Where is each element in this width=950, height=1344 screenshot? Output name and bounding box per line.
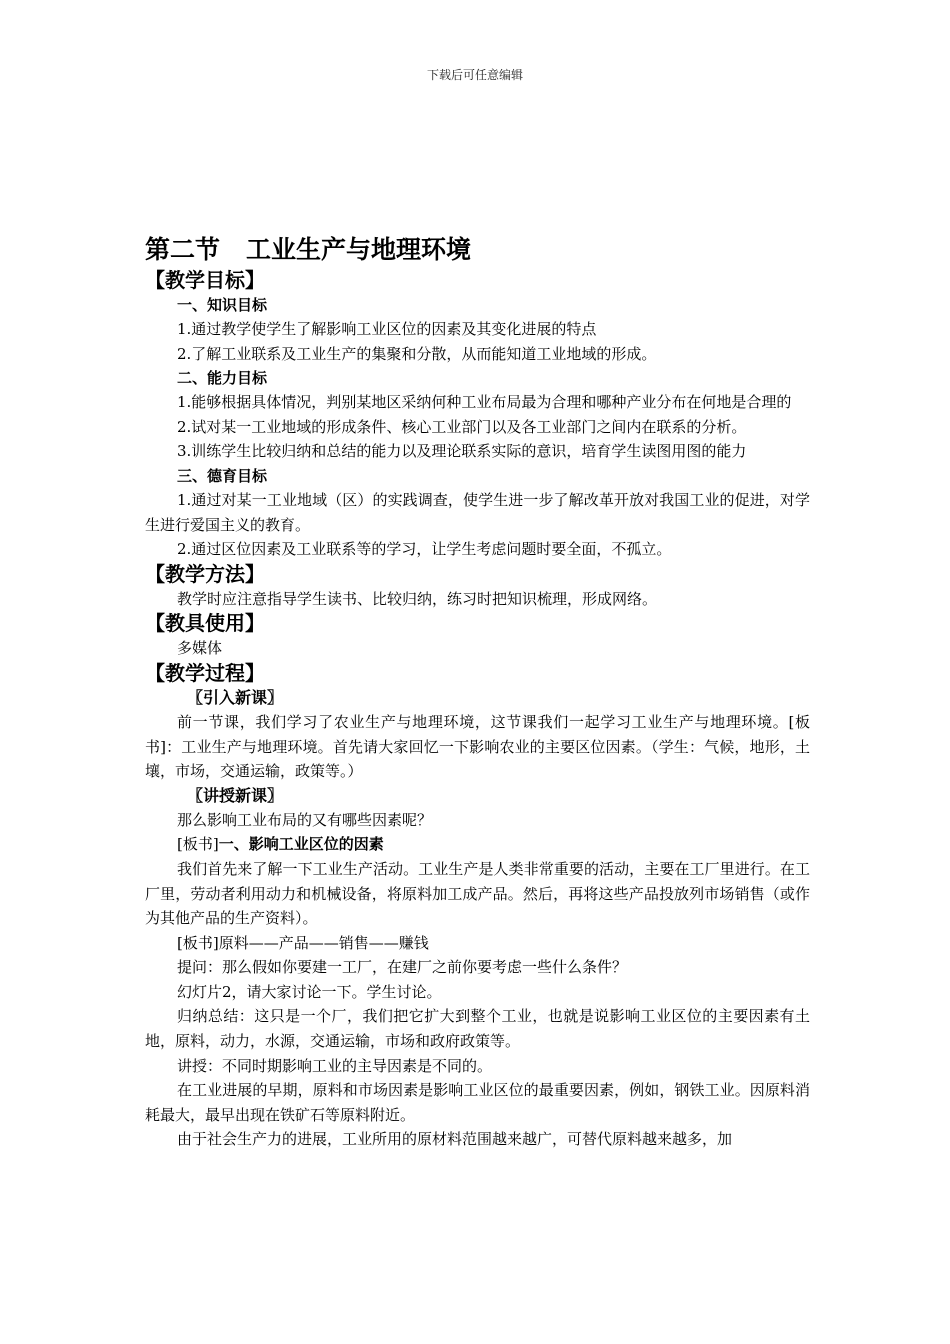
lecture-question-build: 提问：那么假如你要建一工厂，在建厂之前你要考虑一些什么条件？ bbox=[177, 958, 628, 977]
lecture-question: 那么影响工业布局的又有哪些因素呢？ bbox=[177, 810, 433, 829]
method-heading: 【教学方法】 bbox=[145, 561, 265, 586]
board-note-chain: [板书]原料——产品——销售——赚钱 bbox=[177, 933, 429, 952]
intro-text: 前一节课，我们学习了农业生产与地理环境，这节课我们一起学习工业生产与地理环境。[板书]：工业生产与地理环境。首先请大家回忆一下影响农业的主要区位因素。（学生：气候，地形，土壤，市场，交通运输，政策等。） bbox=[145, 712, 810, 781]
method-text: 教学时应注意指导学生读书、比较归纳，练习时把知识梳理，形成网络。 bbox=[177, 589, 658, 608]
section-title bbox=[145, 232, 810, 268]
process-heading: 【教学过程】 bbox=[145, 660, 265, 685]
lecture-paragraph: 我们首先来了解一下工业生产活动。工业生产是人类非常重要的活动，主要在工厂里进行。在工厂里，劳动者利用动力和机械设备，将原料加工成产品。然后，再将这些产品投放列市场销售（或作为其他产品的生产资料）。 bbox=[145, 859, 810, 928]
moral-item: 1.通过对某一工业地域（区）的实践调查，使学生进一步了解改革开放对我国工业的促进，对学生进行爱国主义的教育。 bbox=[145, 490, 810, 534]
summary-paragraph: 归纳总结：这只是一个厂，我们把它扩大到整个工业，也就是说影响工业区位的主要因素有土地，原料，动力，水源，交通运输，市场和政府政策等。 bbox=[145, 1007, 810, 1051]
later-industry-paragraph: 由于社会生产力的进展，工业所用的原材料范围越来越广，可替代原料越来越多，加 bbox=[177, 1130, 733, 1149]
slide-note: 幻灯片2，请大家讨论一下。学生讨论。 bbox=[177, 982, 442, 1001]
section-number: 第二节 bbox=[145, 235, 221, 264]
early-industry-paragraph: 在工业进展的早期，原料和市场因素是影响工业区位的最重要因素，例如，钢铁工业。因原料消耗最大，最早出现在铁矿石等原料附近。 bbox=[145, 1081, 810, 1124]
knowledge-heading: 一、知识目标 bbox=[177, 296, 268, 314]
section-name: 工业生产与地理环境 bbox=[246, 235, 472, 264]
ability-item: 2.试对某一工业地域的形成条件、核心工业部门以及各工业部门之间内在联系的分析。 bbox=[177, 417, 747, 436]
document-body bbox=[145, 232, 810, 1152]
board-subheading: 一、影响工业区位的因素 bbox=[218, 835, 384, 854]
intro-heading: 〖引入新课〗 bbox=[187, 687, 284, 707]
tools-text: 多媒体 bbox=[177, 639, 223, 658]
objectives-heading: 【教学目标】 bbox=[145, 268, 265, 292]
page-header: 下载后可任意编辑 bbox=[426, 68, 523, 82]
board-prefix: [板书] bbox=[177, 835, 219, 854]
ability-item: 3.训练学生比较归纳和总结的能力以及理论联系实际的意识，培育学生读图用图的能力 bbox=[177, 442, 747, 461]
ability-item: 1.能够根据具体情况，判别某地区采纳何种工业布局最为合理和哪种产业分布在何地是合理的 bbox=[177, 393, 792, 412]
explain-paragraph: 讲授：不同时期影响工业的主导因素是不同的。 bbox=[177, 1056, 493, 1075]
lecture-heading: 〖讲授新课〗 bbox=[187, 785, 284, 805]
moral-heading: 三、德育目标 bbox=[177, 466, 268, 485]
tools-heading: 【教具使用】 bbox=[145, 611, 265, 636]
moral-item: 2.通过区位因素及工业联系等的学习，让学生考虑问题时要全面，不孤立。 bbox=[177, 540, 672, 559]
board-note bbox=[145, 832, 810, 857]
ability-heading: 二、能力目标 bbox=[177, 369, 268, 388]
knowledge-item: 1.通过教学使学生了解影响工业区位的因素及其变化进展的特点 bbox=[177, 320, 597, 338]
knowledge-item: 2.了解工业联系及工业生产的集聚和分散，从而能知道工业地域的形成。 bbox=[177, 344, 657, 363]
